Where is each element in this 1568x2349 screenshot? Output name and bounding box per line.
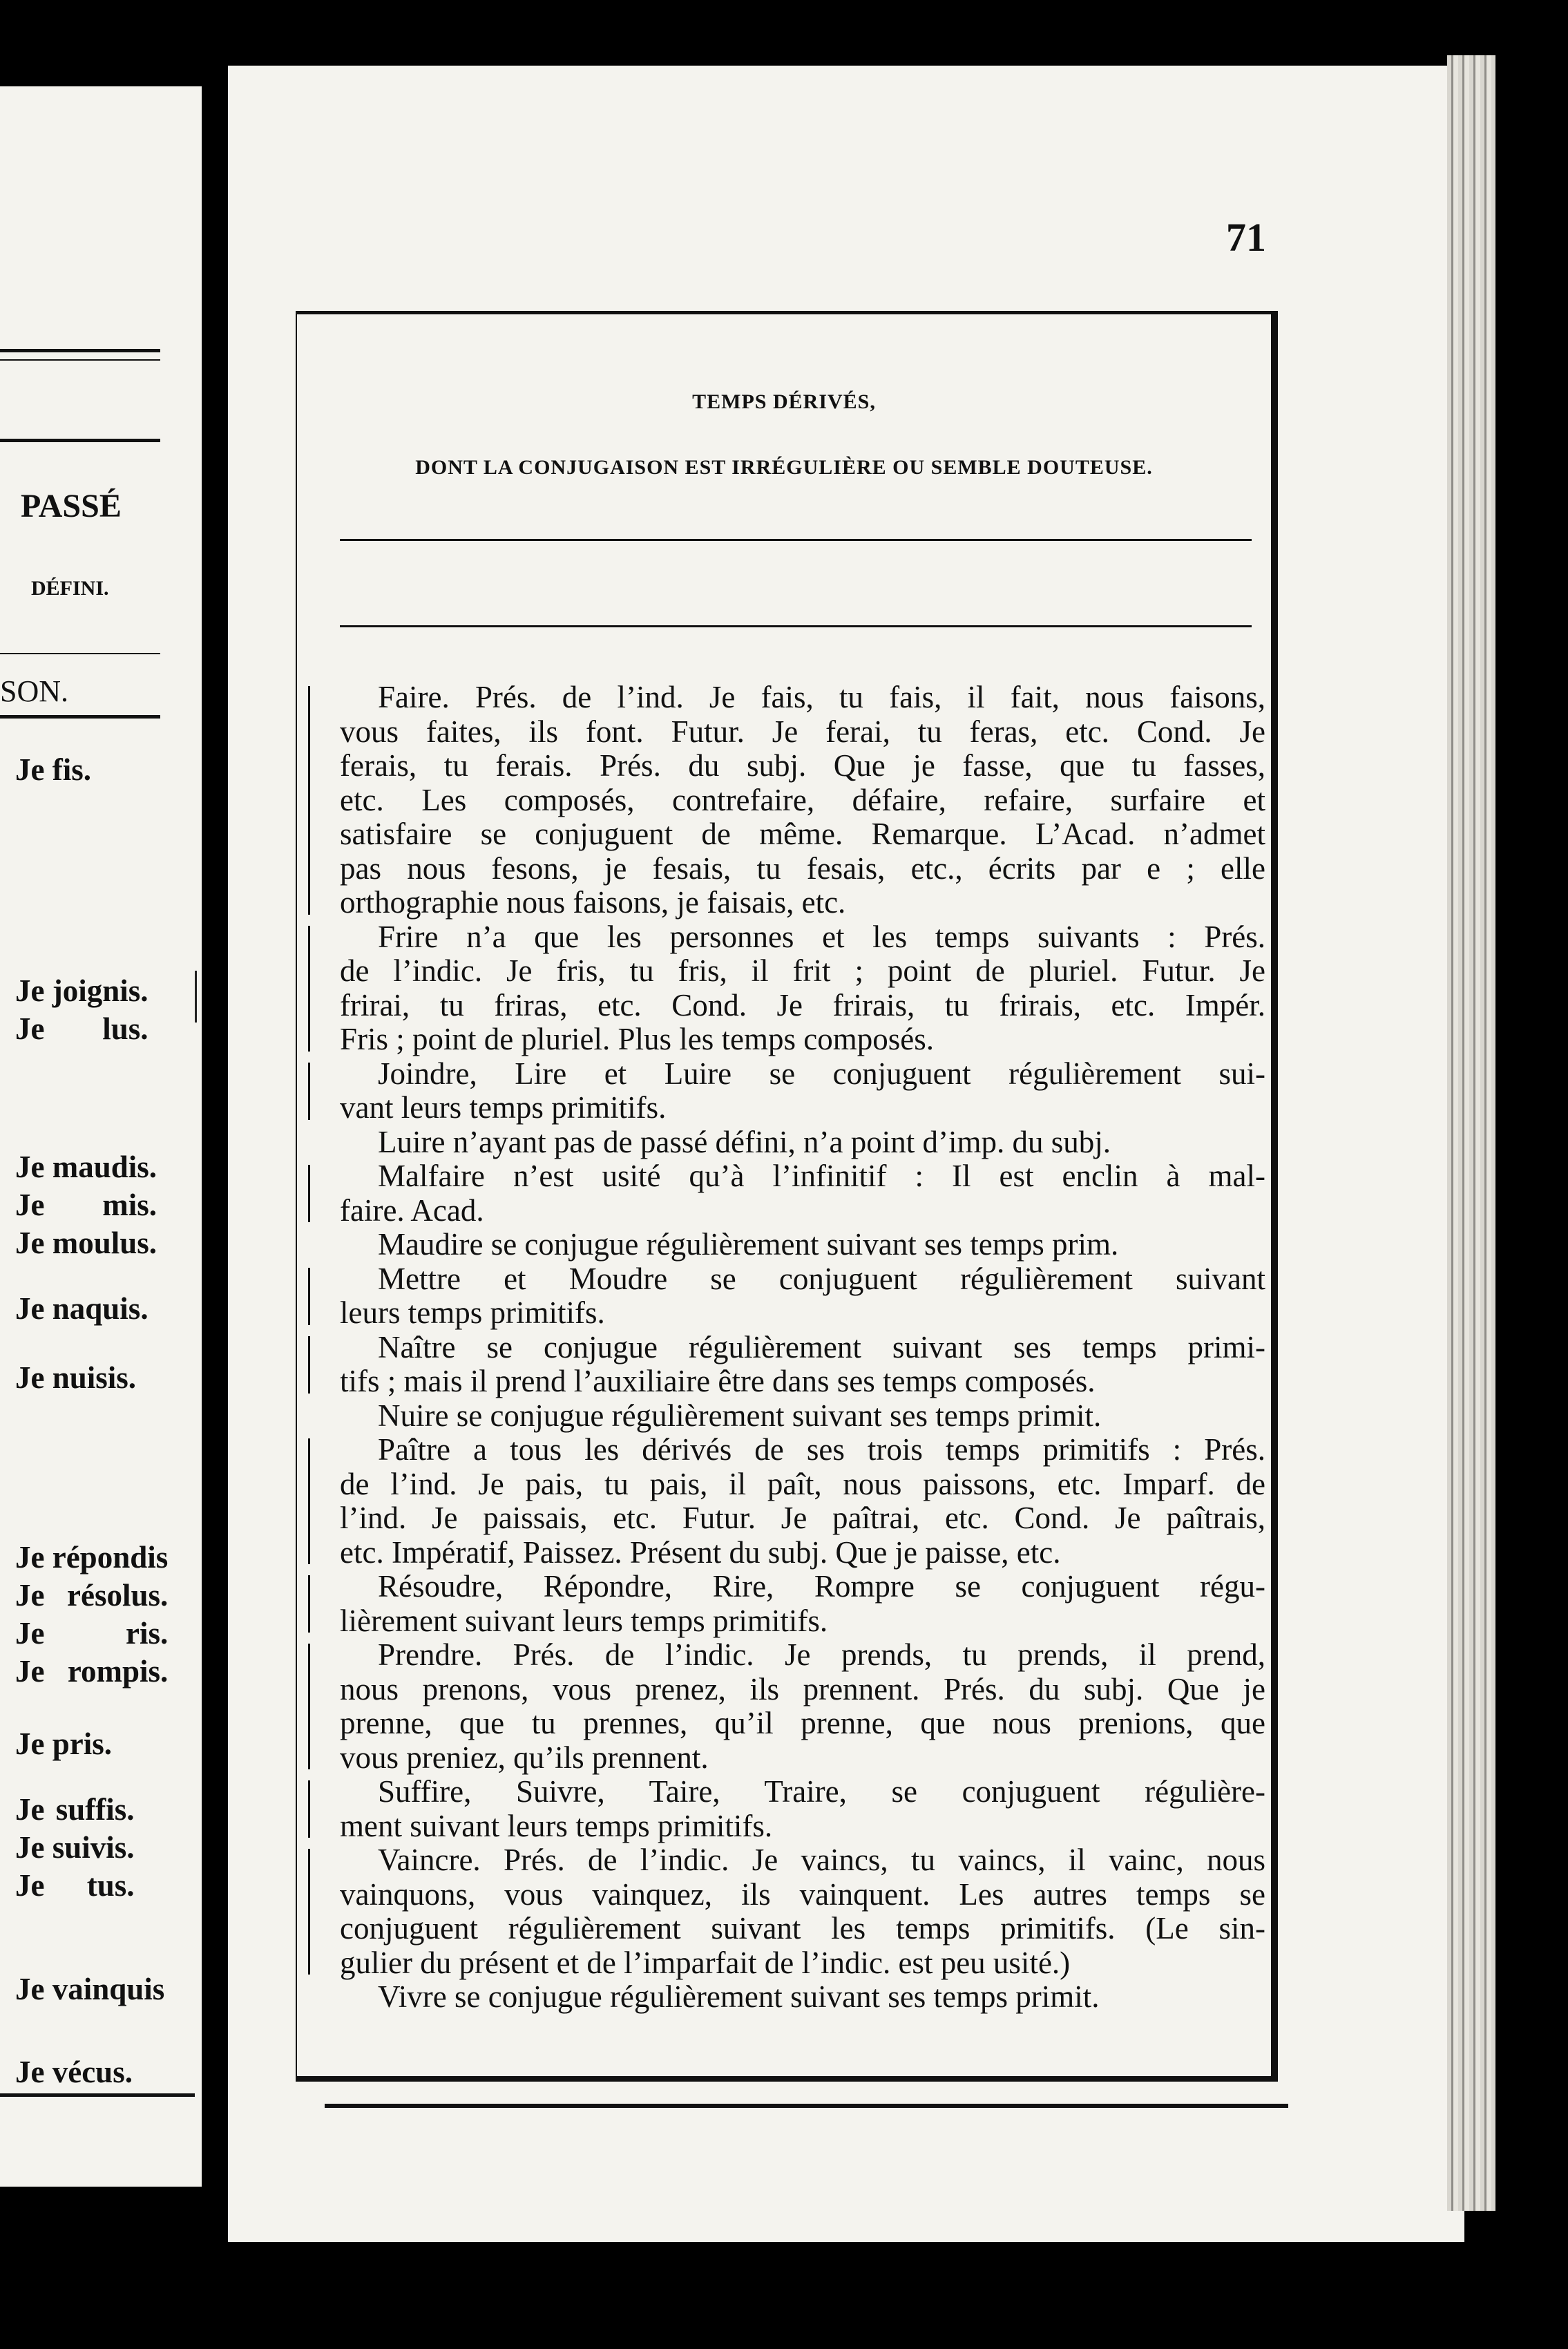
left-entry: Je lus. [15, 1011, 149, 1046]
box-bottom-rule [325, 2104, 1288, 2108]
paragraph-brace [308, 1644, 316, 1769]
left-entries-group-7 [15, 1727, 112, 1765]
paragraph-brace [308, 1438, 316, 1564]
paragraph-line: ment suivant leurs temps primitifs. [340, 1808, 773, 1843]
left-entries-group-3 [15, 1150, 157, 1264]
paragraph-vaincre [340, 1843, 1265, 1980]
left-entry: Je mis. [15, 1188, 157, 1222]
paragraph-brace [308, 1575, 316, 1633]
paragraph-line: satisfaire se conjuguent de même. Remarque. L’Acad. n’admet [340, 817, 1265, 851]
paragraph-line: Paître a tous les dérivés de ses trois temps primitifs : Prés. [378, 1432, 1265, 1467]
paragraph-vivre [340, 1980, 1265, 2015]
paragraph-prendre [340, 1638, 1265, 1775]
left-entry: Je suivis. [15, 1830, 135, 1865]
paragraph-line: vous preniez, qu’ils prennent. [340, 1740, 709, 1775]
paragraph-brace [308, 1165, 316, 1222]
left-entry: Je moulus. [15, 1226, 157, 1260]
box-divider [340, 539, 1252, 541]
paragraph-frire [340, 920, 1265, 1057]
paragraph-brace [308, 1063, 316, 1120]
box-title: TEMPS DÉRIVÉS, [692, 390, 876, 413]
paragraph-line: orthographie nous faisons, je faisais, etc. [340, 885, 846, 920]
left-page [0, 86, 202, 2187]
paragraph-brace [308, 926, 316, 1052]
left-entry: Je fis. [15, 752, 91, 787]
paragraph-line: Malfaire n’est usité qu’à l’infinitif : Il est enclin à mal- [378, 1159, 1265, 1193]
paragraph-line: Joindre, Lire et Luire se conjuguent régulièrement sui- [378, 1056, 1265, 1091]
paragraph-line: vant leurs temps primitifs. [340, 1090, 667, 1125]
paragraph-line: Fris ; point de pluriel. Plus les temps composés. [340, 1022, 934, 1056]
paragraph-paitre [340, 1433, 1265, 1570]
paragraph-line: vous faites, ils font. Futur. Je ferai, tu feras, etc. Cond. Je [340, 714, 1265, 749]
left-page-rule [0, 715, 160, 719]
paragraph-line: ferais, tu ferais. Prés. du subj. Que je fasse, que tu fasses, [340, 748, 1265, 783]
paragraph-line: faire. Acad. [340, 1192, 484, 1228]
paragraph-line: etc. Les composés, contrefaire, défaire, refaire, surfaire et [340, 782, 1265, 817]
paragraph-suffire [340, 1775, 1265, 1843]
paragraph-line: l’ind. Je paissais, etc. Futur. Je paîtrai, etc. Cond. Je paîtrais, [340, 1501, 1265, 1535]
paragraph-brace [308, 1849, 316, 1975]
paragraph-line: Prendre. Prés. de l’indic. Je prends, tu prends, il prend, [378, 1637, 1265, 1672]
left-entries-group-10 [15, 2055, 133, 2093]
box-divider [340, 625, 1252, 627]
paragraph-resoudre [340, 1570, 1265, 1638]
left-entry: Je tus. [15, 1868, 135, 1903]
left-fragment: SON. [0, 674, 69, 708]
paragraph-line: Maudire se conjugue régulièrement suivant ses temps prim. [378, 1227, 1119, 1262]
box-subtitle: DONT LA CONJUGAISON EST IRRÉGULIÈRE OU SEMBLE DOUTEUSE. [415, 456, 1153, 479]
paragraph-faire [340, 681, 1265, 920]
paragraph-line: Frire n’a que les personnes et les temps suivants : Prés. [378, 919, 1265, 954]
paragraph-mettre [340, 1262, 1265, 1331]
left-page-rule [0, 653, 160, 654]
left-entry: Je résolus. [15, 1578, 169, 1613]
paragraph-brace [308, 1268, 316, 1325]
page-number: 71 [1226, 215, 1266, 260]
paragraph-line: frirai, tu friras, etc. Cond. Je frirais, tu frirais, etc. Impér. [340, 987, 1265, 1023]
left-entries-group-2 [15, 974, 149, 1050]
verb-paragraphs [340, 681, 1265, 2015]
left-entries-group-9 [15, 1972, 164, 2010]
left-entry: Je répondis [15, 1540, 169, 1575]
left-entry: Je joignis. [15, 973, 149, 1008]
left-entry: Je suffis. [15, 1792, 135, 1827]
paragraph-line: tifs ; mais il prend l’auxiliaire être dans ses temps composés. [340, 1364, 1096, 1398]
paragraph-brace [308, 1336, 316, 1394]
left-page-rule [0, 439, 160, 442]
paragraph-naitre [340, 1331, 1265, 1399]
left-entry: Je rompis. [15, 1654, 169, 1689]
paragraph-line: pas nous fesons, je fesais, tu fesais, etc., écrits par e ; elle [340, 850, 1265, 886]
left-entries-group-5 [15, 1361, 136, 1399]
paragraph-line: etc. Impératif, Paissez. Présent du subj. Que je paisse, etc. [340, 1534, 1061, 1570]
paragraph-line: Nuire se conjugue régulièrement suivant ses temps primit. [378, 1398, 1102, 1433]
paragraph-line: prenne, que tu prennes, qu’il prenne, que nous prenions, que [340, 1706, 1265, 1740]
paragraph-luire [340, 1125, 1265, 1160]
paragraph-brace [308, 686, 316, 915]
paragraph-line: Naître se conjugue régulièrement suivant ses temps primi- [378, 1329, 1265, 1364]
paragraph-line: Vaincre. Prés. de l’indic. Je vaincs, tu vaincs, il vainc, nous [378, 1843, 1265, 1877]
page-edge-stack [1447, 55, 1495, 2211]
left-heading-defini: DÉFINI. [31, 577, 109, 600]
paragraph-line: Résoudre, Répondre, Rire, Rompre se conjuguent régu- [378, 1569, 1265, 1604]
left-entry: Je nuisis. [15, 1360, 137, 1395]
left-entry: Je naquis. [15, 1291, 149, 1326]
paragraph-line: nous prenons, vous prenez, ils prennent. Prés. du subj. Que je [340, 1671, 1265, 1706]
paragraph-line: Faire. Prés. de l’ind. Je fais, tu fais, il fait, nous faisons, [378, 680, 1265, 714]
paragraph-maudire [340, 1228, 1265, 1262]
left-page-rule [0, 349, 160, 352]
left-entries-group-8 [15, 1793, 135, 1907]
paragraph-line: lièrement suivant leurs temps primitifs. [340, 1603, 828, 1638]
left-entry: Je maudis. [15, 1150, 157, 1184]
paragraph-line: vainquons, vous vainquez, ils vainquent. Les autres temps se [340, 1876, 1265, 1912]
left-entry: Je ris. [15, 1616, 169, 1651]
left-entry: Je pris. [15, 1727, 112, 1761]
paragraph-line: leurs temps primitifs. [340, 1295, 605, 1330]
paragraph-line: Vivre se conjugue régulièrement suivant ses temps primit. [378, 1979, 1100, 2014]
paragraph-malfaire [340, 1159, 1265, 1228]
left-page-rule [0, 359, 160, 361]
paragraph-line: Suffire, Suivre, Taire, Traire, se conjuguent régulière- [378, 1774, 1265, 1809]
left-entries-group-6 [15, 1541, 168, 1693]
paragraph-line: conjuguent régulièrement suivant les temps primitifs. (Le sin- [340, 1911, 1265, 1946]
left-entry: Je vécus. [15, 2055, 133, 2089]
left-entries-group-4 [15, 1292, 149, 1330]
paragraph-line: Luire n’ayant pas de passé défini, n’a point d’imp. du subj. [378, 1124, 1111, 1159]
paragraph-nuire [340, 1399, 1265, 1434]
left-heading-passe: PASSÉ [21, 488, 122, 524]
paragraph-joindre [340, 1057, 1265, 1125]
left-entry: Je vainquis [15, 1972, 165, 2006]
left-margin-bar [195, 971, 197, 1023]
left-page-bottom-rule [0, 2093, 195, 2097]
derived-tenses-box [296, 311, 1278, 2082]
paragraph-line: gulier du présent et de l’imparfait de l’indic. est peu usité.) [340, 1945, 1071, 1980]
left-entries-group-1 [15, 753, 91, 791]
paragraph-line: de l’ind. Je pais, tu pais, il paît, nous paissons, etc. Imparf. de [340, 1466, 1265, 1501]
paragraph-brace [308, 1780, 316, 1838]
paragraph-line: de l’indic. Je fris, tu fris, il frit ; point de pluriel. Futur. Je [340, 953, 1265, 988]
paragraph-line: Mettre et Moudre se conjuguent régulièrement suivant [378, 1261, 1265, 1296]
